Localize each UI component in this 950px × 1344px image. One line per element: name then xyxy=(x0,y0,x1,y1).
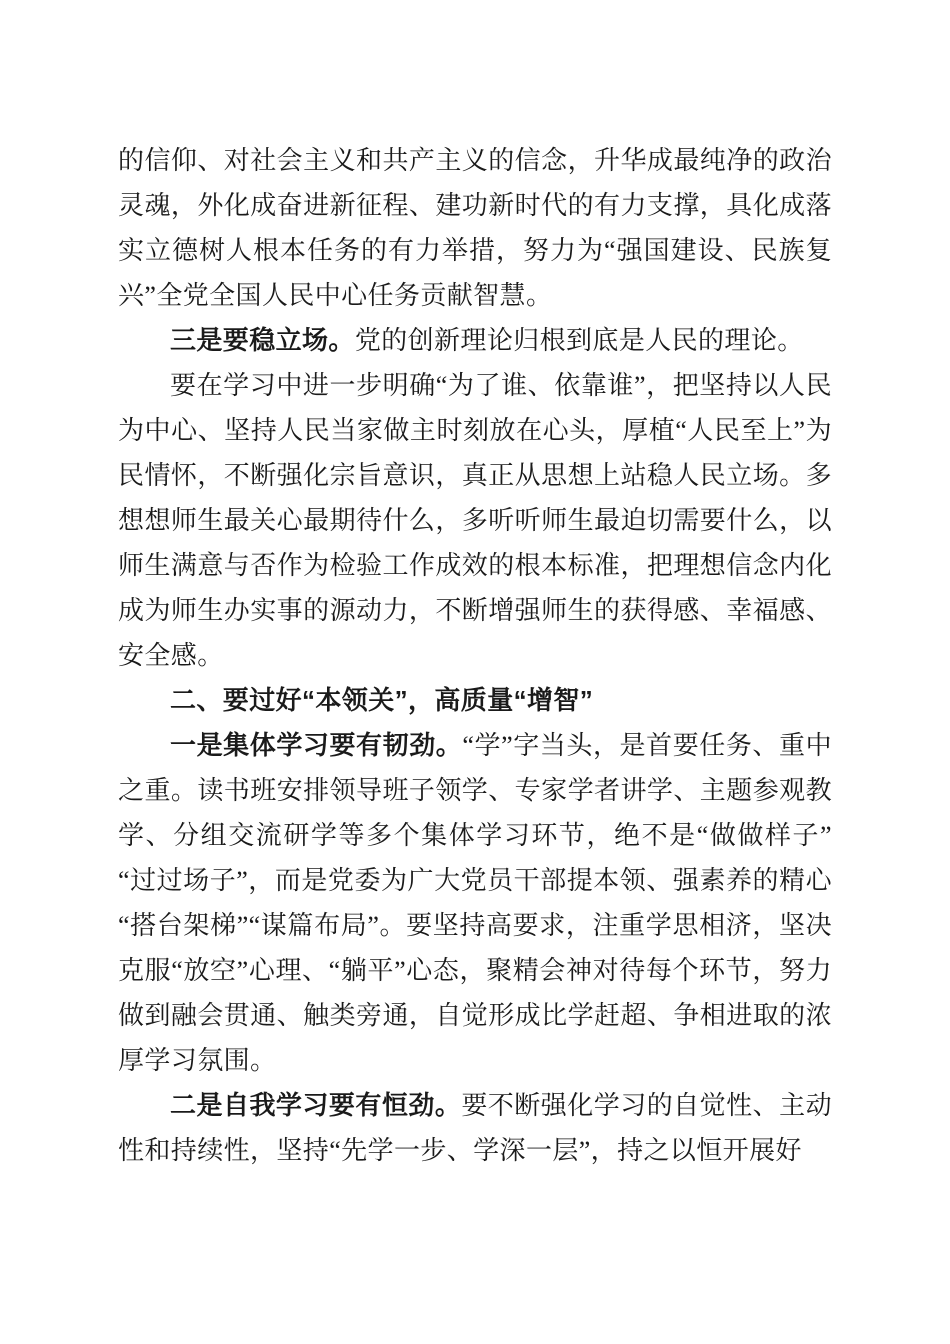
text-run: 党的创新理论归根到底是人民的理论。 xyxy=(354,326,804,355)
document-body xyxy=(118,138,832,1173)
paragraph xyxy=(118,138,832,318)
text-run: “学”字当头，是首要任务、重中之重。读书班安排领导班子领学、专家学者讲学、主题参观教学、分组交流研学等多个集体学习环节，绝不是“做做样子”“过过场子”，而是党委为广大党员干部提本领、强素养的精心“搭台架梯”“谋篇布局”。要坚持高要求，注重学思相济，坚决克服“放空”心理、“躺平”心态，聚精会神对待每个环节，努力做到融会贯通、触类旁通，自觉形成比学赶超、争相进取的浓厚学习氛围。 xyxy=(118,731,832,1075)
paragraph xyxy=(118,1083,832,1173)
text-run-bold: 一是集体学习要有韧劲。 xyxy=(170,731,463,760)
text-run-bold: 二是自我学习要有恒劲。 xyxy=(170,1091,462,1120)
section-heading xyxy=(118,678,832,723)
text-run: 要在学习中进一步明确“为了谁、依靠谁”，把坚持以人民为中心、坚持人民当家做主时刻放在心头，厚植“人民至上”为民情怀，不断强化宗旨意识，真正从思想上站稳人民立场。多想想师生最关心最期待什么，多听听师生最迫切需要什么，以师生满意与否作为检验工作成效的根本标准，把理想信念内化成为师生办实事的源动力，不断增强师生的获得感、幸福感、安全感。 xyxy=(118,371,832,670)
paragraph xyxy=(118,318,832,363)
text-run: 要不断强化学习的自觉性、主动性和持续性，坚持“先学一步、学深一层”，持之以恒开展好 xyxy=(118,1091,832,1165)
paragraph xyxy=(118,363,832,678)
paragraph xyxy=(118,723,832,1083)
text-run-bold: 三是要稳立场。 xyxy=(170,326,355,355)
text-run: 的信仰、对社会主义和共产主义的信念，升华成最纯净的政治灵魂，外化成奋进新征程、建功新时代的有力支撑，具化成落实立德树人根本任务的有力举措，努力为“强国建设、民族复兴”全党全国人民中心任务贡献智慧。 xyxy=(118,146,832,310)
text-run-bold: 二、要过好“本领关”，高质量“增智” xyxy=(170,685,594,715)
